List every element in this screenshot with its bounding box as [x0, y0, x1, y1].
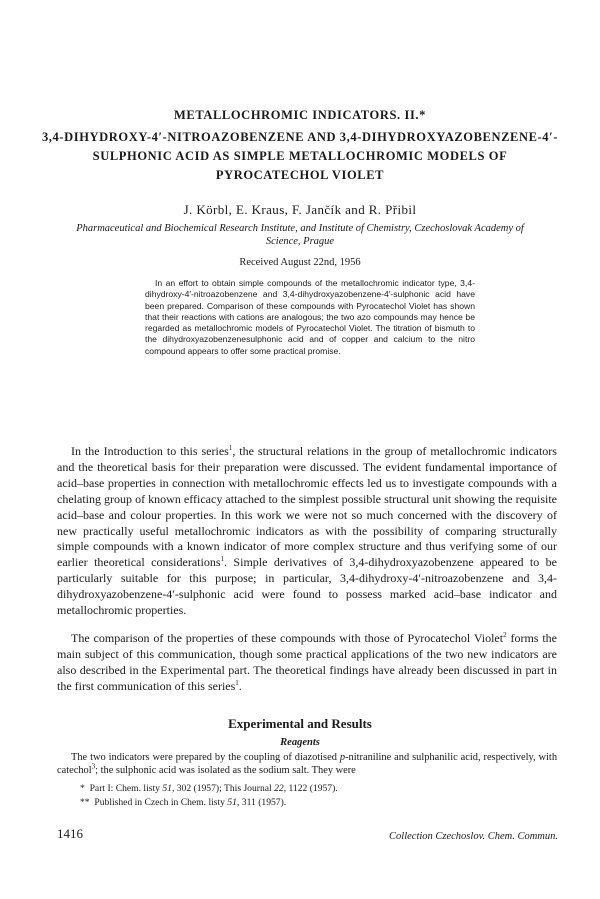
subsection-heading: Reagents [280, 737, 320, 748]
footnote-1-text-a: Part I: Chem. listy [89, 783, 163, 794]
received-date: Received August 22nd, 1956 [239, 257, 361, 268]
footnote-1-text-b: , 302 (1957); This Journal [171, 783, 275, 794]
reference-2: 2 [503, 631, 507, 639]
footnote-2-mark: ** [80, 797, 90, 808]
footnote-1-volume-2: 22 [274, 783, 284, 794]
affiliation: Pharmaceutical and Biochemical Research Institute, and Institute of Chemistry, Czechoslovak Academy of Science, Prague [76, 223, 524, 247]
authors: J. Körbl, E. Kraus, F. Jančík and R. Přibil [183, 202, 417, 217]
reagents-text-b: -nitraniline and sulphanilic acid, respectively, with catechol [57, 752, 558, 776]
p2-text-b: forms the main subject of this communication, though some practical applications of the two new indicators are also described in the Experimental part. The theoretical findings have already been discussed in part in the first communication of this series [57, 631, 558, 693]
page-number: 1416 [57, 826, 83, 841]
introduction-paragraph-1 [57, 444, 557, 619]
reagents-italic: p [339, 752, 346, 763]
reference-1b: 1 [220, 555, 224, 564]
journal-name: Collection Czechoslov. Chem. Commun. [389, 831, 558, 842]
section-heading: Experimental and Results [228, 716, 372, 731]
p2-text-a: The comparison of the properties of these compounds with those of Pyrocatechol Violet [71, 631, 504, 645]
p1-text-a: In the Introduction to this series [71, 444, 229, 458]
footnote-1-text-c: , 1122 (1957). [283, 783, 338, 794]
reference-1c: 1 [235, 678, 239, 687]
reagents-paragraph [57, 751, 557, 777]
reference-1: 1 [228, 444, 233, 452]
abstract: In an effort to obtain simple compounds of the metallochromic indicator type, 3,4-dihydroxy-4′-nitroazobenzene and 3,4-dihydroxyazobenzene-4′-sulphonic acid have been prepared. Comparison of these compounds with Pyrocatechol Violet has shown that their reactions with cations are analogous; the two azo compounds may hence be regarded as metallochromic models of Pyrocatechol Violet. The titration of bismuth to the dihydroxyazobenzenesulphonic acid and of copper and calcium to the nitro compound appears to offer some practical promise. [145, 278, 475, 356]
footnote-2-text-a: Published in Czech in Chem. listy [94, 797, 228, 808]
reagents-text-a: The two indicators were prepared by the coupling of diazotised [71, 752, 340, 763]
article-series-title: METALLOCHROMIC INDICATORS. II.* [174, 108, 426, 122]
reference-3: 3 [91, 762, 96, 771]
p1-text-c: . Simple derivatives of 3,4-dihydroxyazobenzene appeared to be particularly suitable for this purpose; in particular, 3,4-dihydroxy-4′-nitroazobenzene and 3,4-dihydroxyazobenzene-4′-sulphonic acid were found to possess marked acid–base indicator and metallochromic properties. [57, 555, 557, 618]
footnote-2-text-b: , 311 (1957). [236, 797, 287, 808]
footnote-2-volume: 51 [227, 797, 237, 808]
introduction-paragraph-2 [57, 631, 557, 695]
footnote-1-volume: 51 [162, 783, 172, 794]
footnote-2 [80, 797, 550, 809]
reagents-text-c: ; the sulphonic acid was isolated as the sodium salt. They were [95, 765, 356, 776]
footnote-1-mark: * [80, 783, 85, 794]
article-title: 3,4-DIHYDROXY-4′-NITROAZOBENZENE AND 3,4-DIHYDROXYAZOBENZENE-4′-SULPHONIC ACID AS SIMPLE METALLOCHROMIC MODELS OF PYROCATECHOL VIOLET [41, 130, 559, 182]
footnote-1 [80, 783, 550, 795]
p1-text-b: , the structural relations in the group of metallochromic indicators and the theoretical basis for their preparation were discussed. The evident fundamental importance of acid–base properties in connection with metallochromic effects led us to investigate compounds with a chelating group of known efficacy attached to the simplest possible structural unit showing the requisite acid–base and colour properties. In this work we were not so much concerned with the discovery of new practically useful metallochromic indicators as with the possibility of comparing structurally simple compounds with a known indicator of more complex structure and thus verifying some of our earlier theoretical considerations [57, 444, 557, 570]
p2-text-c: . [238, 678, 242, 693]
